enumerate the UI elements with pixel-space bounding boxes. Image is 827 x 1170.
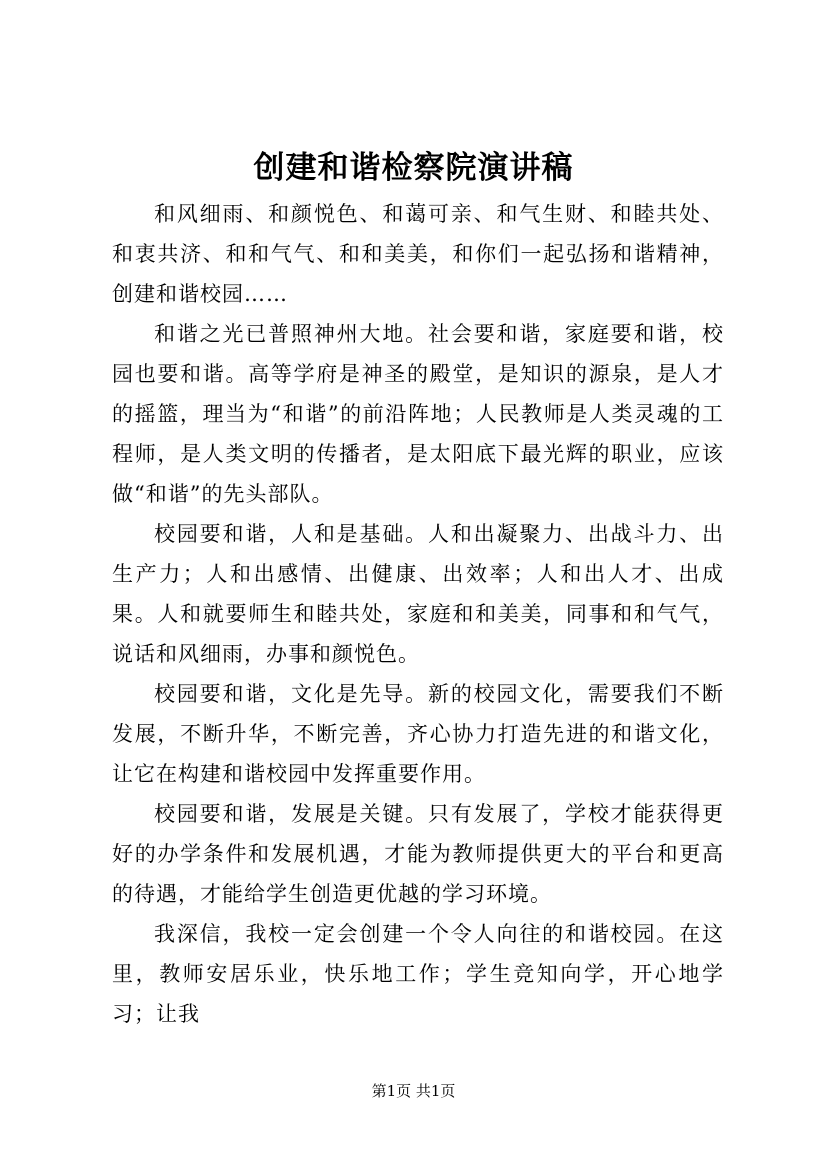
paragraph-2: 和谐之光已普照神州大地。社会要和谐，家庭要和谐，校园也要和谐。高等学府是神圣的殿堂，是知识的源泉，是人才的摇篮，理当为“和谐”的前沿阵地；人民教师是人类灵魂的工程师，是人类文明的传播者，是太阳底下最光辉的职业，应该做“和谐”的先头部队。 [112,322,724,506]
paragraph-4: 校园要和谐，文化是先导。新的校园文化，需要我们不断发展，不断升华，不断完善，齐心协力打造先进的和谐文化，让它在构建和谐校园中发挥重要作用。 [112,682,724,786]
document-body [112,194,724,1034]
paragraph-5: 校园要和谐，发展是关键。只有发展了，学校才能获得更好的办学条件和发展机遇，才能为教师提供更大的平台和更高的待遇，才能给学生创造更优越的学习环境。 [112,802,724,906]
paragraph-3: 校园要和谐，人和是基础。人和出凝聚力、出战斗力、出生产力；人和出感情、出健康、出效率；人和出人才、出成果。人和就要师生和睦共处，家庭和和美美，同事和和气气，说话和风细雨，办事和颜悦色。 [112,522,724,666]
paragraph-6: 我深信，我校一定会创建一个令人向往的和谐校园。在这里，教师安居乐业，快乐地工作；学生竞知向学，开心地学习；让我 [112,922,724,1026]
document-title: 创建和谐检察院演讲稿 [253,150,574,186]
page-number-footer: 第1页 共1页 [371,1082,456,1100]
paragraph-1: 和风细雨、和颜悦色、和蔼可亲、和气生财、和睦共处、和衷共济、和和气气、和和美美，和你们一起弘扬和谐精神，创建和谐校园…… [112,202,724,306]
